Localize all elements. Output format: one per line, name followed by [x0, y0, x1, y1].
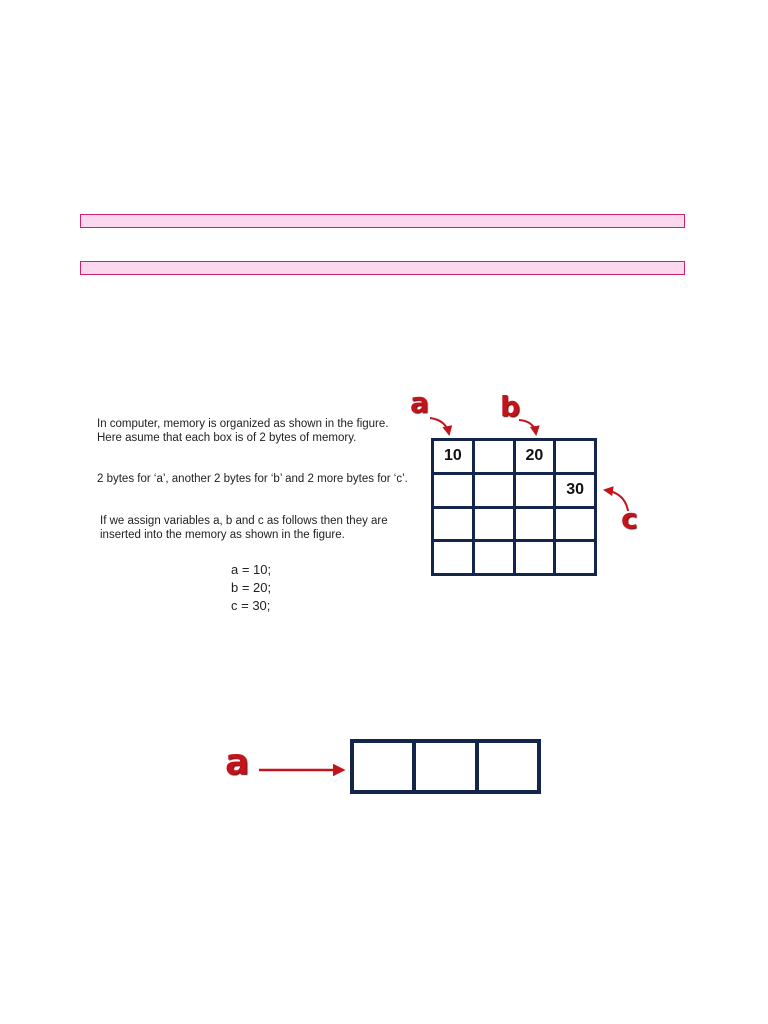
memory-label-a: a	[410, 386, 429, 419]
assignment-b: b = 20;	[231, 580, 272, 595]
arrow-a-icon	[430, 418, 449, 434]
assignment-c: c = 30;	[231, 598, 271, 613]
memory-cell: 10	[433, 440, 474, 474]
intro-paragraph-memory: In computer, memory is organized as shown in the figure. Here asume that each box is of 2 bytes of memory.	[97, 418, 389, 444]
intro-paragraph-assign: If we assign variables a, b and c as follows then they are inserted into the memory as shown in the figure.	[100, 515, 388, 541]
arrow-c-icon	[605, 490, 628, 511]
array-label-a: a	[225, 742, 250, 783]
memory-cell: 20	[514, 440, 555, 474]
memory-label-c: c	[621, 502, 638, 535]
intro-paragraph-bytes: 2 bytes for ‘a’, another 2 bytes for ‘b’ and 2 more bytes for ‘c’.	[97, 473, 408, 485]
memory-label-b: b	[500, 390, 521, 423]
memory-cell: 30	[555, 473, 596, 507]
assignment-a: a = 10;	[231, 562, 272, 577]
arrow-b-icon	[519, 420, 536, 434]
